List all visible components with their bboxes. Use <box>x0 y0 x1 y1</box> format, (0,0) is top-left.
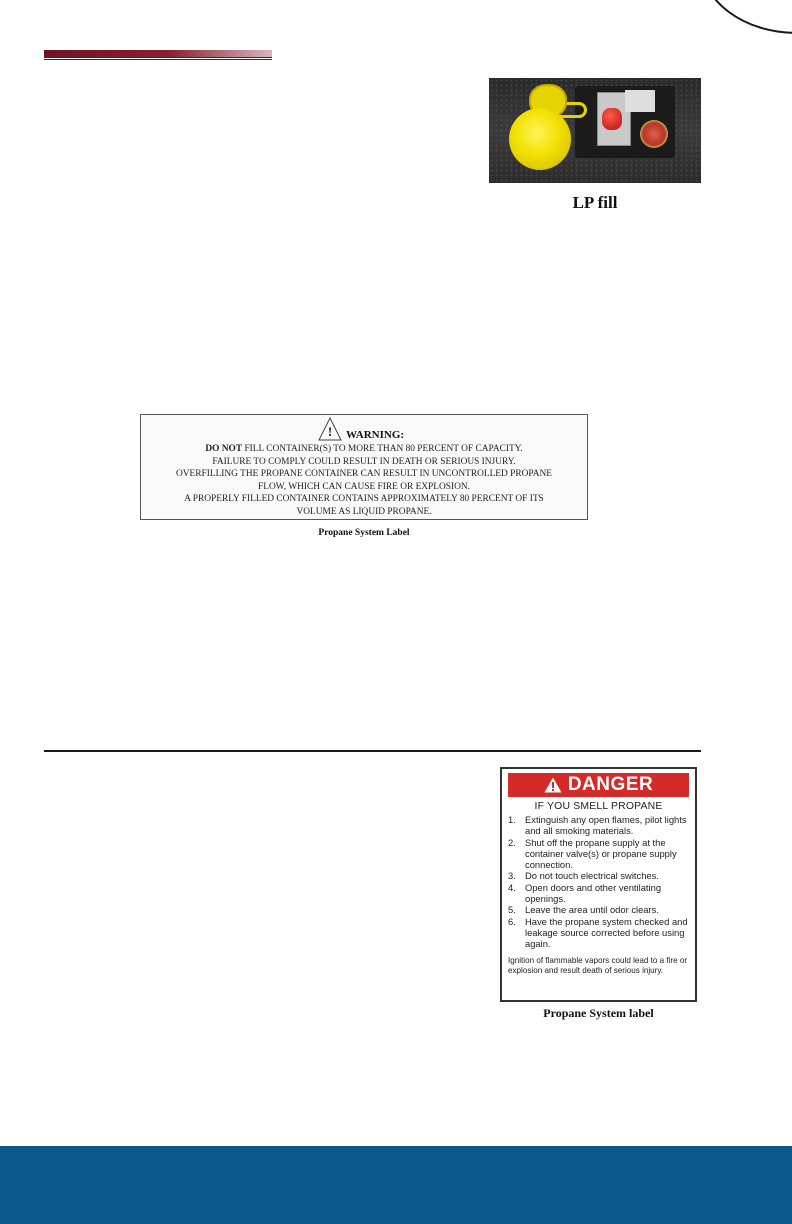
danger-list-item <box>508 916 689 950</box>
yellow-fill-cap <box>509 108 571 170</box>
section-divider <box>44 750 701 752</box>
danger-title: DANGER <box>567 774 654 795</box>
warning-text <box>141 443 587 519</box>
lp-fill-photo <box>489 78 701 183</box>
warning-line-text: FAILURE TO COMPLY COULD RESULT IN DEATH OR SERIOUS INJURY. <box>212 456 516 467</box>
warning-header <box>141 415 587 443</box>
valve-bracket <box>625 90 655 112</box>
danger-item-number: 5. <box>508 904 516 916</box>
fill-gauge <box>640 120 668 148</box>
danger-list-item <box>508 870 689 881</box>
danger-list-item <box>508 814 689 837</box>
warning-line-emphasis: DO NOT <box>205 444 243 454</box>
danger-list-item <box>508 882 689 905</box>
danger-instructions <box>502 814 695 950</box>
danger-label <box>500 767 697 1002</box>
danger-item-text: Extinguish any open flames, pilot lights and all smoking materials. <box>525 814 687 837</box>
danger-list-item <box>508 837 689 871</box>
warning-line-text: A PROPERLY FILLED CONTAINER CONTAINS APPROXIMATELY 80 PERCENT OF ITS <box>184 494 544 505</box>
danger-banner <box>508 773 689 797</box>
danger-item-number: 3. <box>508 870 516 882</box>
red-valve-button <box>602 108 622 130</box>
warning-title: WARNING: <box>346 429 405 441</box>
warning-label <box>140 414 588 520</box>
header-accent-rule <box>44 50 272 58</box>
warning-triangle-icon <box>318 417 342 441</box>
danger-item-number: 2. <box>508 836 516 848</box>
warning-line-text: FLOW, WHICH CAN CAUSE FIRE OR EXPLOSION. <box>258 481 470 492</box>
warning-line-text: OVERFILLING THE PROPANE CONTAINER CAN RESULT IN UNCONTROLLED PROPANE <box>175 469 552 480</box>
danger-item-number: 1. <box>508 814 516 825</box>
lp-fill-caption: LP fill <box>572 193 618 212</box>
warning-label-caption: Propane System Label <box>318 528 410 538</box>
corner-decoration <box>700 0 792 34</box>
danger-item-text: Do not touch electrical switches. <box>525 870 659 882</box>
svg-text:!: ! <box>327 424 333 439</box>
danger-label-caption: Propane System label <box>543 1006 654 1020</box>
warning-line <box>141 481 587 494</box>
warning-line <box>141 456 587 469</box>
warning-line <box>141 443 587 456</box>
warning-line <box>141 493 587 506</box>
warning-line-text: FILL CONTAINER(S) TO MORE THAN 80 PERCENT OF CAPACITY. <box>242 444 523 454</box>
danger-item-number: 4. <box>508 881 516 893</box>
danger-footnote: Ignition of flammable vapors could lead to a fire or explosion and result death of serious injury. <box>508 955 688 975</box>
danger-list-item <box>508 904 689 915</box>
danger-item-text: Open doors and other ventilating openings. <box>525 881 662 905</box>
warning-triangle-icon <box>544 777 562 793</box>
danger-item-text: Shut off the propane supply at the container valve(s) or propane supply connection. <box>525 836 677 871</box>
warning-line <box>141 468 587 481</box>
danger-item-text: Have the propane system checked and leakage source corrected before using again. <box>525 915 688 950</box>
footer-band <box>0 1146 792 1224</box>
warning-line-text: VOLUME AS LIQUID PROPANE. <box>296 506 432 517</box>
warning-line <box>141 506 587 519</box>
danger-subtitle: IF YOU SMELL PROPANE <box>534 801 663 812</box>
danger-item-text: Leave the area until odor clears. <box>525 904 659 916</box>
danger-item-number: 6. <box>508 915 516 927</box>
